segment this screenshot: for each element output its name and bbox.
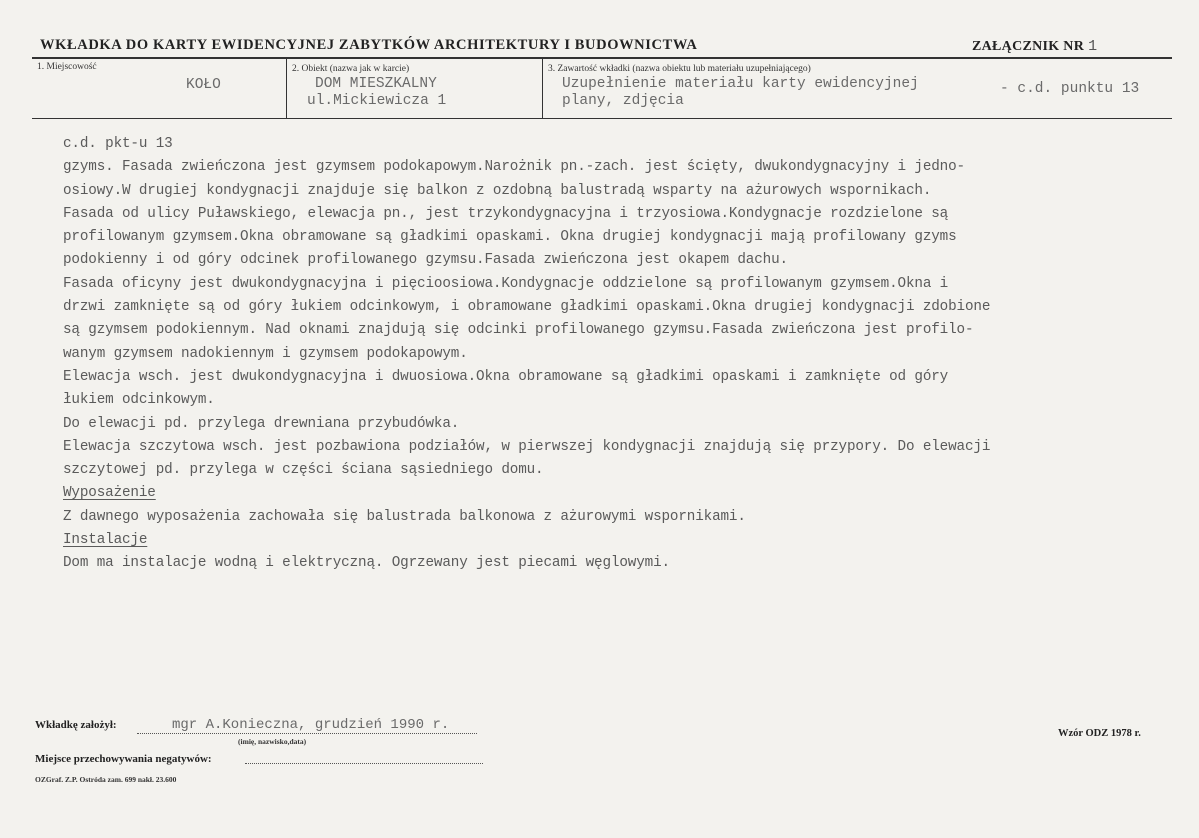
body-line: Fasada od ulicy Puławskiego, elewacja pn., jest trzykondygnacyjna i trzyosiowa.Kondygnacje rozdzielone są [63,205,949,222]
negative-storage-label: Miejsce przechowywania negatywów: [35,753,212,765]
annex-label: ZAŁĄCZNIK NR [972,39,1085,54]
locality-label: 1. Miejscowość [37,62,97,72]
header-divider-2 [542,59,543,118]
description-body [63,133,1173,576]
object-label: 2. Obiekt (nazwa jak w karcie) [292,64,410,74]
contents-value-line2: plany, zdjęcia [562,93,684,109]
section-heading-installations: Instalacje [63,532,148,549]
model-label: Wzór ODZ 1978 r. [1058,728,1141,739]
locality-value: KOŁO [186,77,221,93]
body-line: wanym gzymsem nadokiennym i gzymsem podokapowym. [63,345,468,362]
header-rule-bottom [32,118,1172,119]
body-line: profilowanym gzymsem.Okna obramowane są gładkimi opaskami. Okna drugiej kondygnacji mają profilowany gzyms [63,229,957,246]
body-line: są gzymsem podokiennym. Nad oknami znajdują się odcinki profilowanego gzymsu.Fasada zwieńczona jest profilo- [63,322,974,339]
body-line: c.d. pkt-u 13 [63,136,173,152]
body-line: Elewacja wsch. jest dwukondygnacyjna i dwuosiowa.Okna obramowane są gładkimi opaskami i zamknięte od góry [63,368,949,385]
prepared-by-hint: (imię, nazwisko,data) [238,737,307,746]
body-line: podokienny i od góry odcinek profilowanego gzymsu.Fasada zwieńczona jest okapem dachu. [63,252,788,269]
form-title: WKŁADKA DO KARTY EWIDENCYJNEJ ZABYTKÓW ARCHITEKTURY I BUDOWNICTWA [40,37,698,53]
object-value-line1: DOM MIESZKALNY [315,76,437,92]
negative-storage-dotted-line [245,763,483,764]
header-rule-top [32,57,1172,59]
print-info: OZGraf. Z.P. Ostróda zam. 699 nakł. 23.600 [35,775,177,784]
body-line: Dom ma instalacje wodną i elektryczną. Ogrzewany jest piecami węglowymi. [63,555,670,572]
prepared-by-label: Wkładkę założył: [35,719,117,731]
prepared-by-dotted-line [137,733,477,734]
contents-label: 3. Zawartość wkładki (nazwa obiektu lub materiału uzupełniającego) [548,64,811,74]
prepared-by-value: mgr A.Konieczna, grudzień 1990 r. [172,717,450,733]
body-line: gzyms. Fasada zwieńczona jest gzymsem podokapowym.Narożnik pn.-zach. jest ścięty, dwukondygnacyjny i jedno- [63,159,965,176]
contents-note: - c.d. punktu 13 [1000,81,1140,97]
contents-value-line1: Uzupełnienie materiału karty ewidencyjnej [562,76,919,92]
body-line: Elewacja szczytowa wsch. jest pozbawiona podziałów, w pierwszej kondygnacji znajdują się przypory. Do elewacji [63,438,991,455]
header-divider-1 [286,59,287,118]
body-line: Do elewacji pd. przylega drewniana przybudówka. [63,415,460,432]
body-line: łukiem odcinkowym. [63,392,215,409]
body-line: szczytowej pd. przylega w części ściana sąsiedniego domu. [63,462,544,479]
section-heading-wrapper [63,529,1173,552]
body-line: drzwi zamknięte są od góry łukiem odcinkowym, i obramowane gładkimi opaskami.Okna drugiej kondygnacji zdobione [63,299,991,316]
annex-number: 1 [1088,38,1098,55]
body-line: osiowy.W drugiej kondygnacji znajduje się balkon z ozdobną balustradą wsparty na ażurowych wspornikach. [63,182,932,199]
body-line: Fasada oficyny jest dwukondygnacyjna i pięcioosiowa.Kondygnacje oddzielone są profilowanym gzymsem.Okna i [63,275,949,292]
section-heading-equipment: Wyposażenie [63,485,156,502]
object-value-line2: ul.Mickiewicza 1 [307,93,447,109]
annex-label-group [972,38,1097,55]
body-line: Z dawnego wyposażenia zachowała się balustrada balkonowa z ażurowymi wspornikami. [63,508,746,525]
section-heading-wrapper [63,482,1173,505]
